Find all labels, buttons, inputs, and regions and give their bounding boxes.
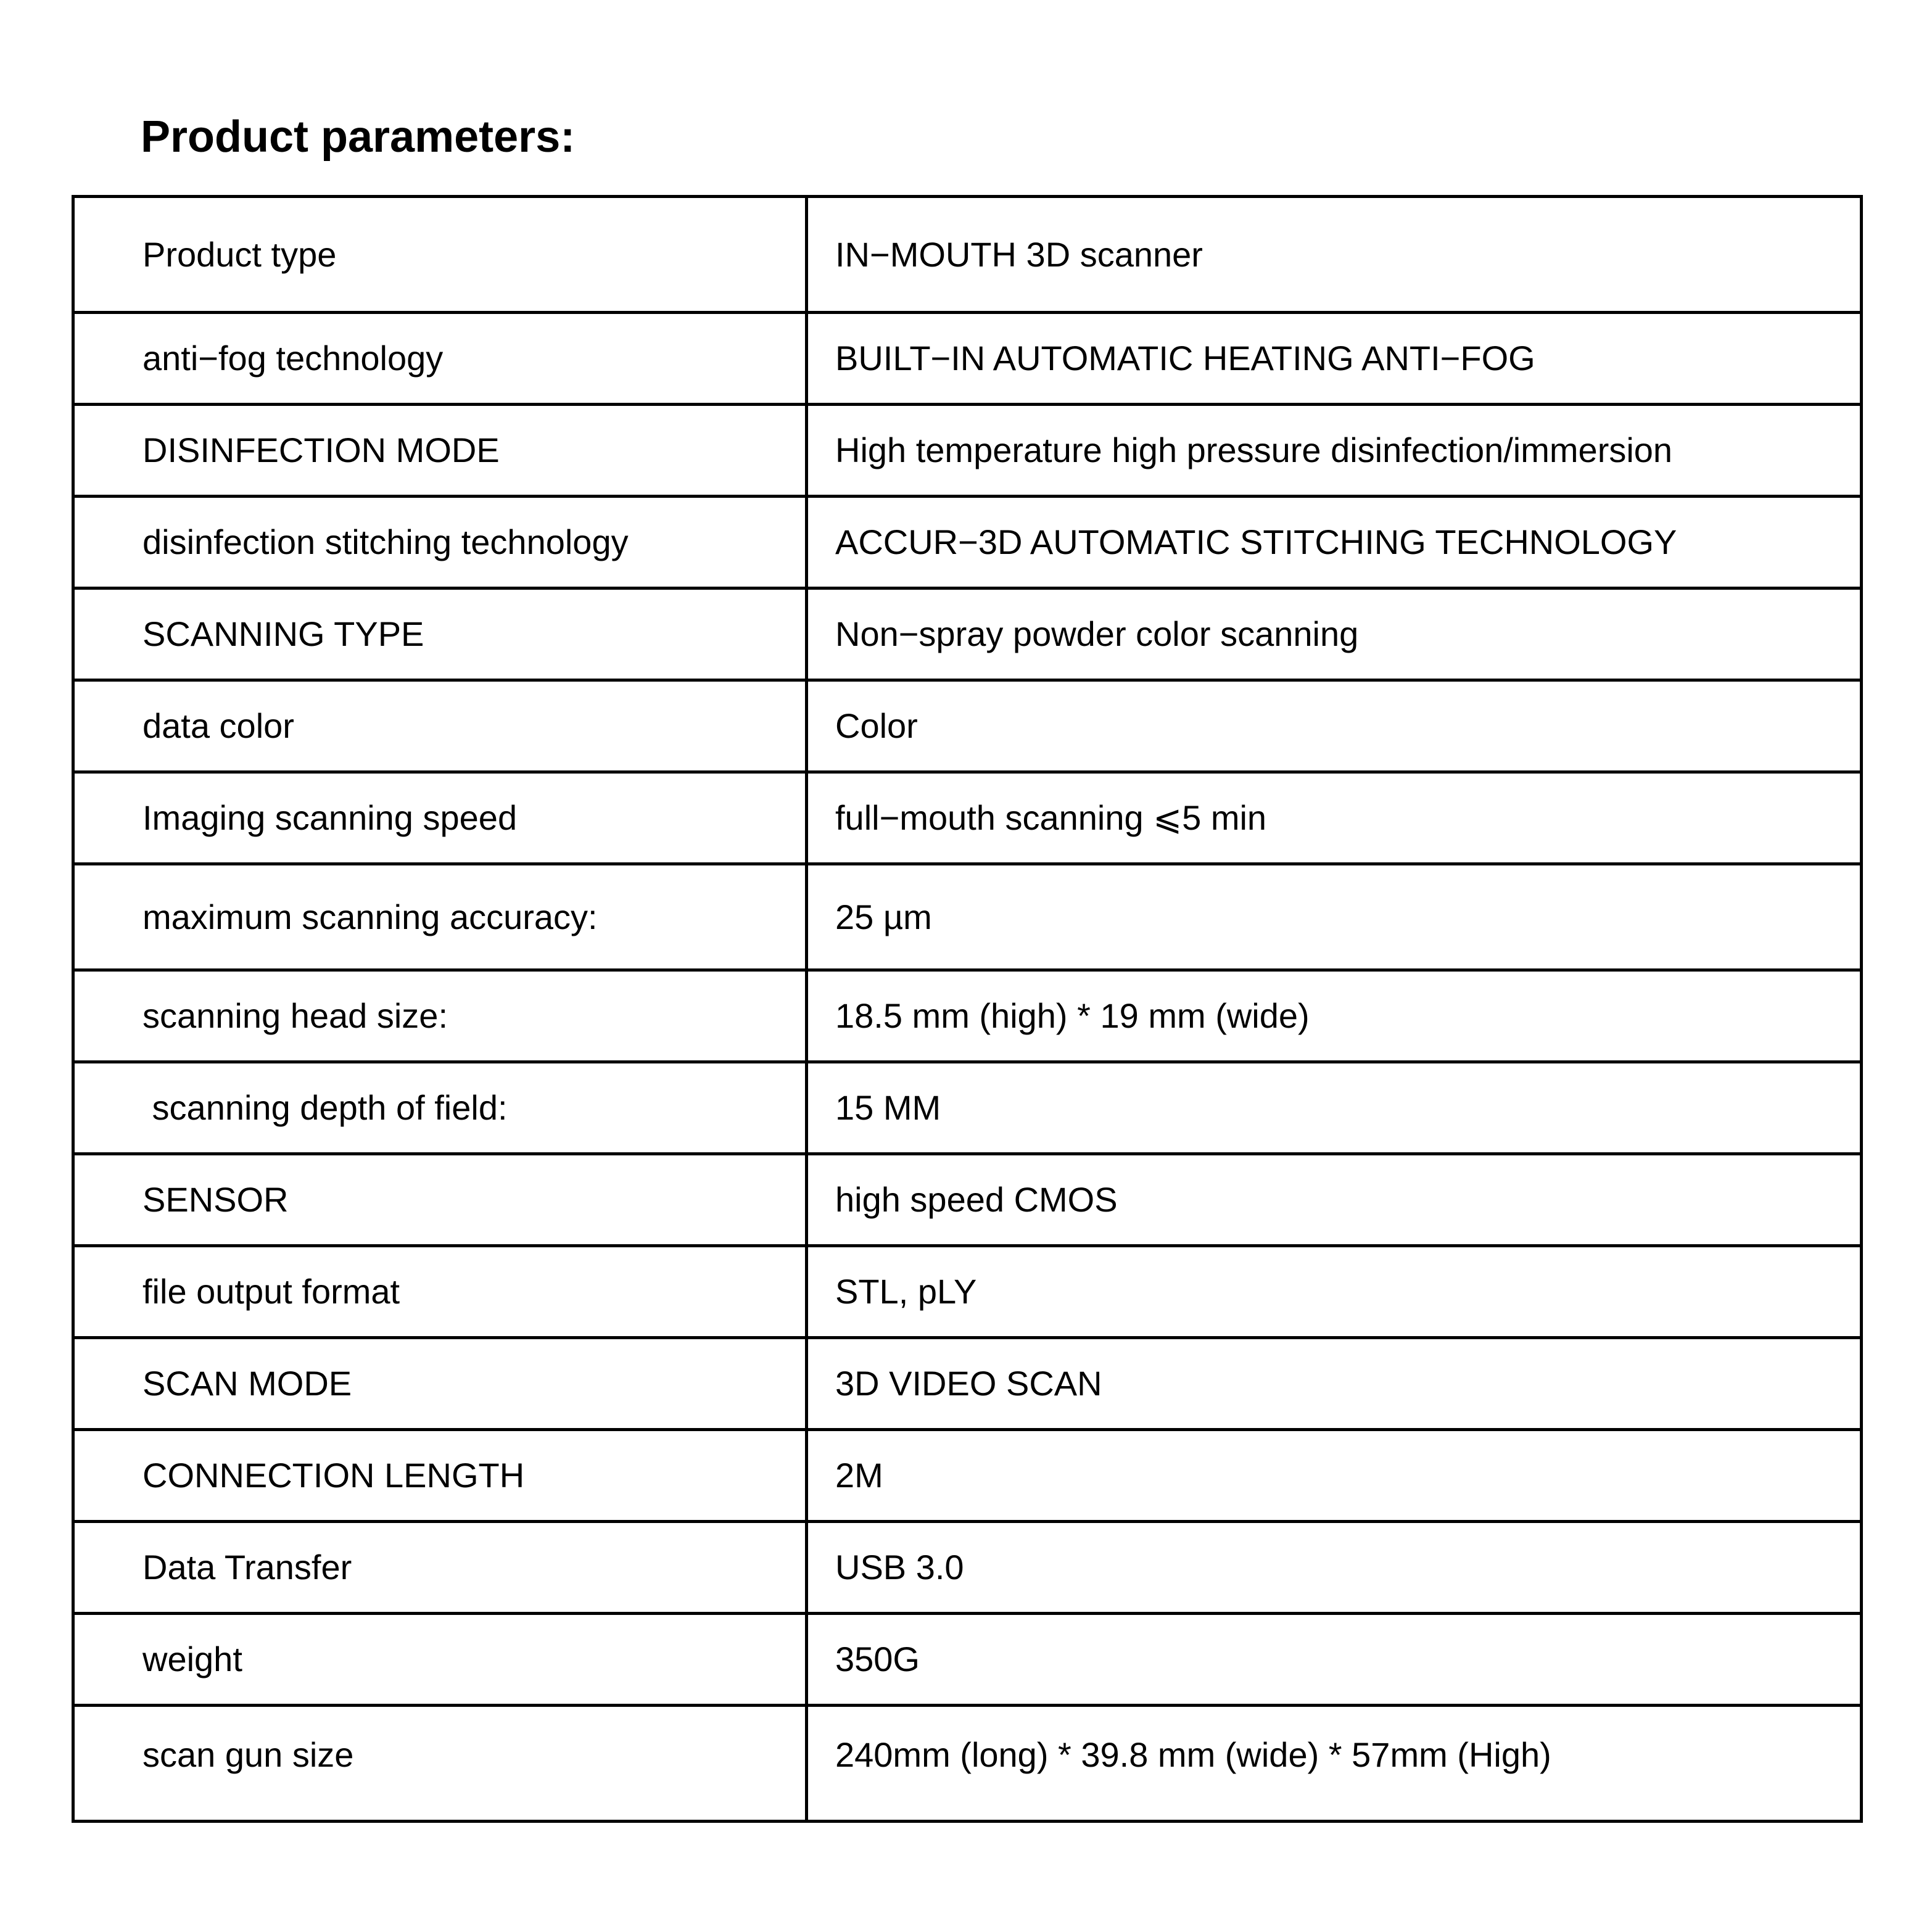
- table-row: [73, 680, 1862, 772]
- parameter-value: Non−spray powder color scanning: [807, 588, 1862, 680]
- parameter-label: CONNECTION LENGTH: [73, 1430, 807, 1522]
- parameter-label: scanning depth of field:: [73, 1062, 807, 1154]
- parameter-value: full−mouth scanning ⩽5 min: [807, 772, 1862, 864]
- table-row: [73, 1614, 1862, 1706]
- parameter-label: weight: [73, 1614, 807, 1706]
- table-row: [73, 405, 1862, 497]
- page-title: Product parameters:: [141, 112, 576, 162]
- parameter-label: disinfection stitching technology: [73, 497, 807, 588]
- parameter-value: BUILT−IN AUTOMATIC HEATING ANTI−FOG: [807, 313, 1862, 405]
- parameter-value: 350G: [807, 1614, 1862, 1706]
- parameter-value: ACCUR−3D AUTOMATIC STITCHING TECHNOLOGY: [807, 497, 1862, 588]
- parameter-value: USB 3.0: [807, 1522, 1862, 1614]
- parameter-label: Product type: [73, 197, 807, 313]
- table-row: [73, 1338, 1862, 1430]
- parameter-value: 2M: [807, 1430, 1862, 1522]
- parameter-label: anti−fog technology: [73, 313, 807, 405]
- parameter-label: Data Transfer: [73, 1522, 807, 1614]
- table-row: [73, 197, 1862, 313]
- parameter-value: high speed CMOS: [807, 1154, 1862, 1246]
- parameter-value: High temperature high pressure disinfection/immersion: [807, 405, 1862, 497]
- parameter-label: scanning head size:: [73, 970, 807, 1062]
- parameter-value: STL, pLY: [807, 1246, 1862, 1338]
- table-row: [73, 1706, 1862, 1822]
- parameters-table: [72, 195, 1863, 1823]
- table-row: [73, 1430, 1862, 1522]
- parameter-label: SCAN MODE: [73, 1338, 807, 1430]
- table-row: [73, 313, 1862, 405]
- parameter-label: file output format: [73, 1246, 807, 1338]
- table-row: [73, 1154, 1862, 1246]
- table-row: [73, 864, 1862, 970]
- table-row: [73, 970, 1862, 1062]
- parameter-label: maximum scanning accuracy:: [73, 864, 807, 970]
- parameter-value: 18.5 mm (high) * 19 mm (wide): [807, 970, 1862, 1062]
- parameter-value: Color: [807, 680, 1862, 772]
- parameter-label: SENSOR: [73, 1154, 807, 1246]
- parameter-label: SCANNING TYPE: [73, 588, 807, 680]
- table-row: [73, 1062, 1862, 1154]
- table-row: [73, 497, 1862, 588]
- parameter-label: DISINFECTION MODE: [73, 405, 807, 497]
- parameter-label: scan gun size: [73, 1706, 807, 1822]
- parameter-value: 15 MM: [807, 1062, 1862, 1154]
- parameter-value: IN−MOUTH 3D scanner: [807, 197, 1862, 313]
- parameter-value: 25 µm: [807, 864, 1862, 970]
- table-row: [73, 772, 1862, 864]
- parameter-label: data color: [73, 680, 807, 772]
- parameter-label: Imaging scanning speed: [73, 772, 807, 864]
- parameter-value: 3D VIDEO SCAN: [807, 1338, 1862, 1430]
- table-row: [73, 588, 1862, 680]
- parameter-value: 240mm (long) * 39.8 mm (wide) * 57mm (High): [807, 1706, 1862, 1822]
- table-row: [73, 1522, 1862, 1614]
- table-row: [73, 1246, 1862, 1338]
